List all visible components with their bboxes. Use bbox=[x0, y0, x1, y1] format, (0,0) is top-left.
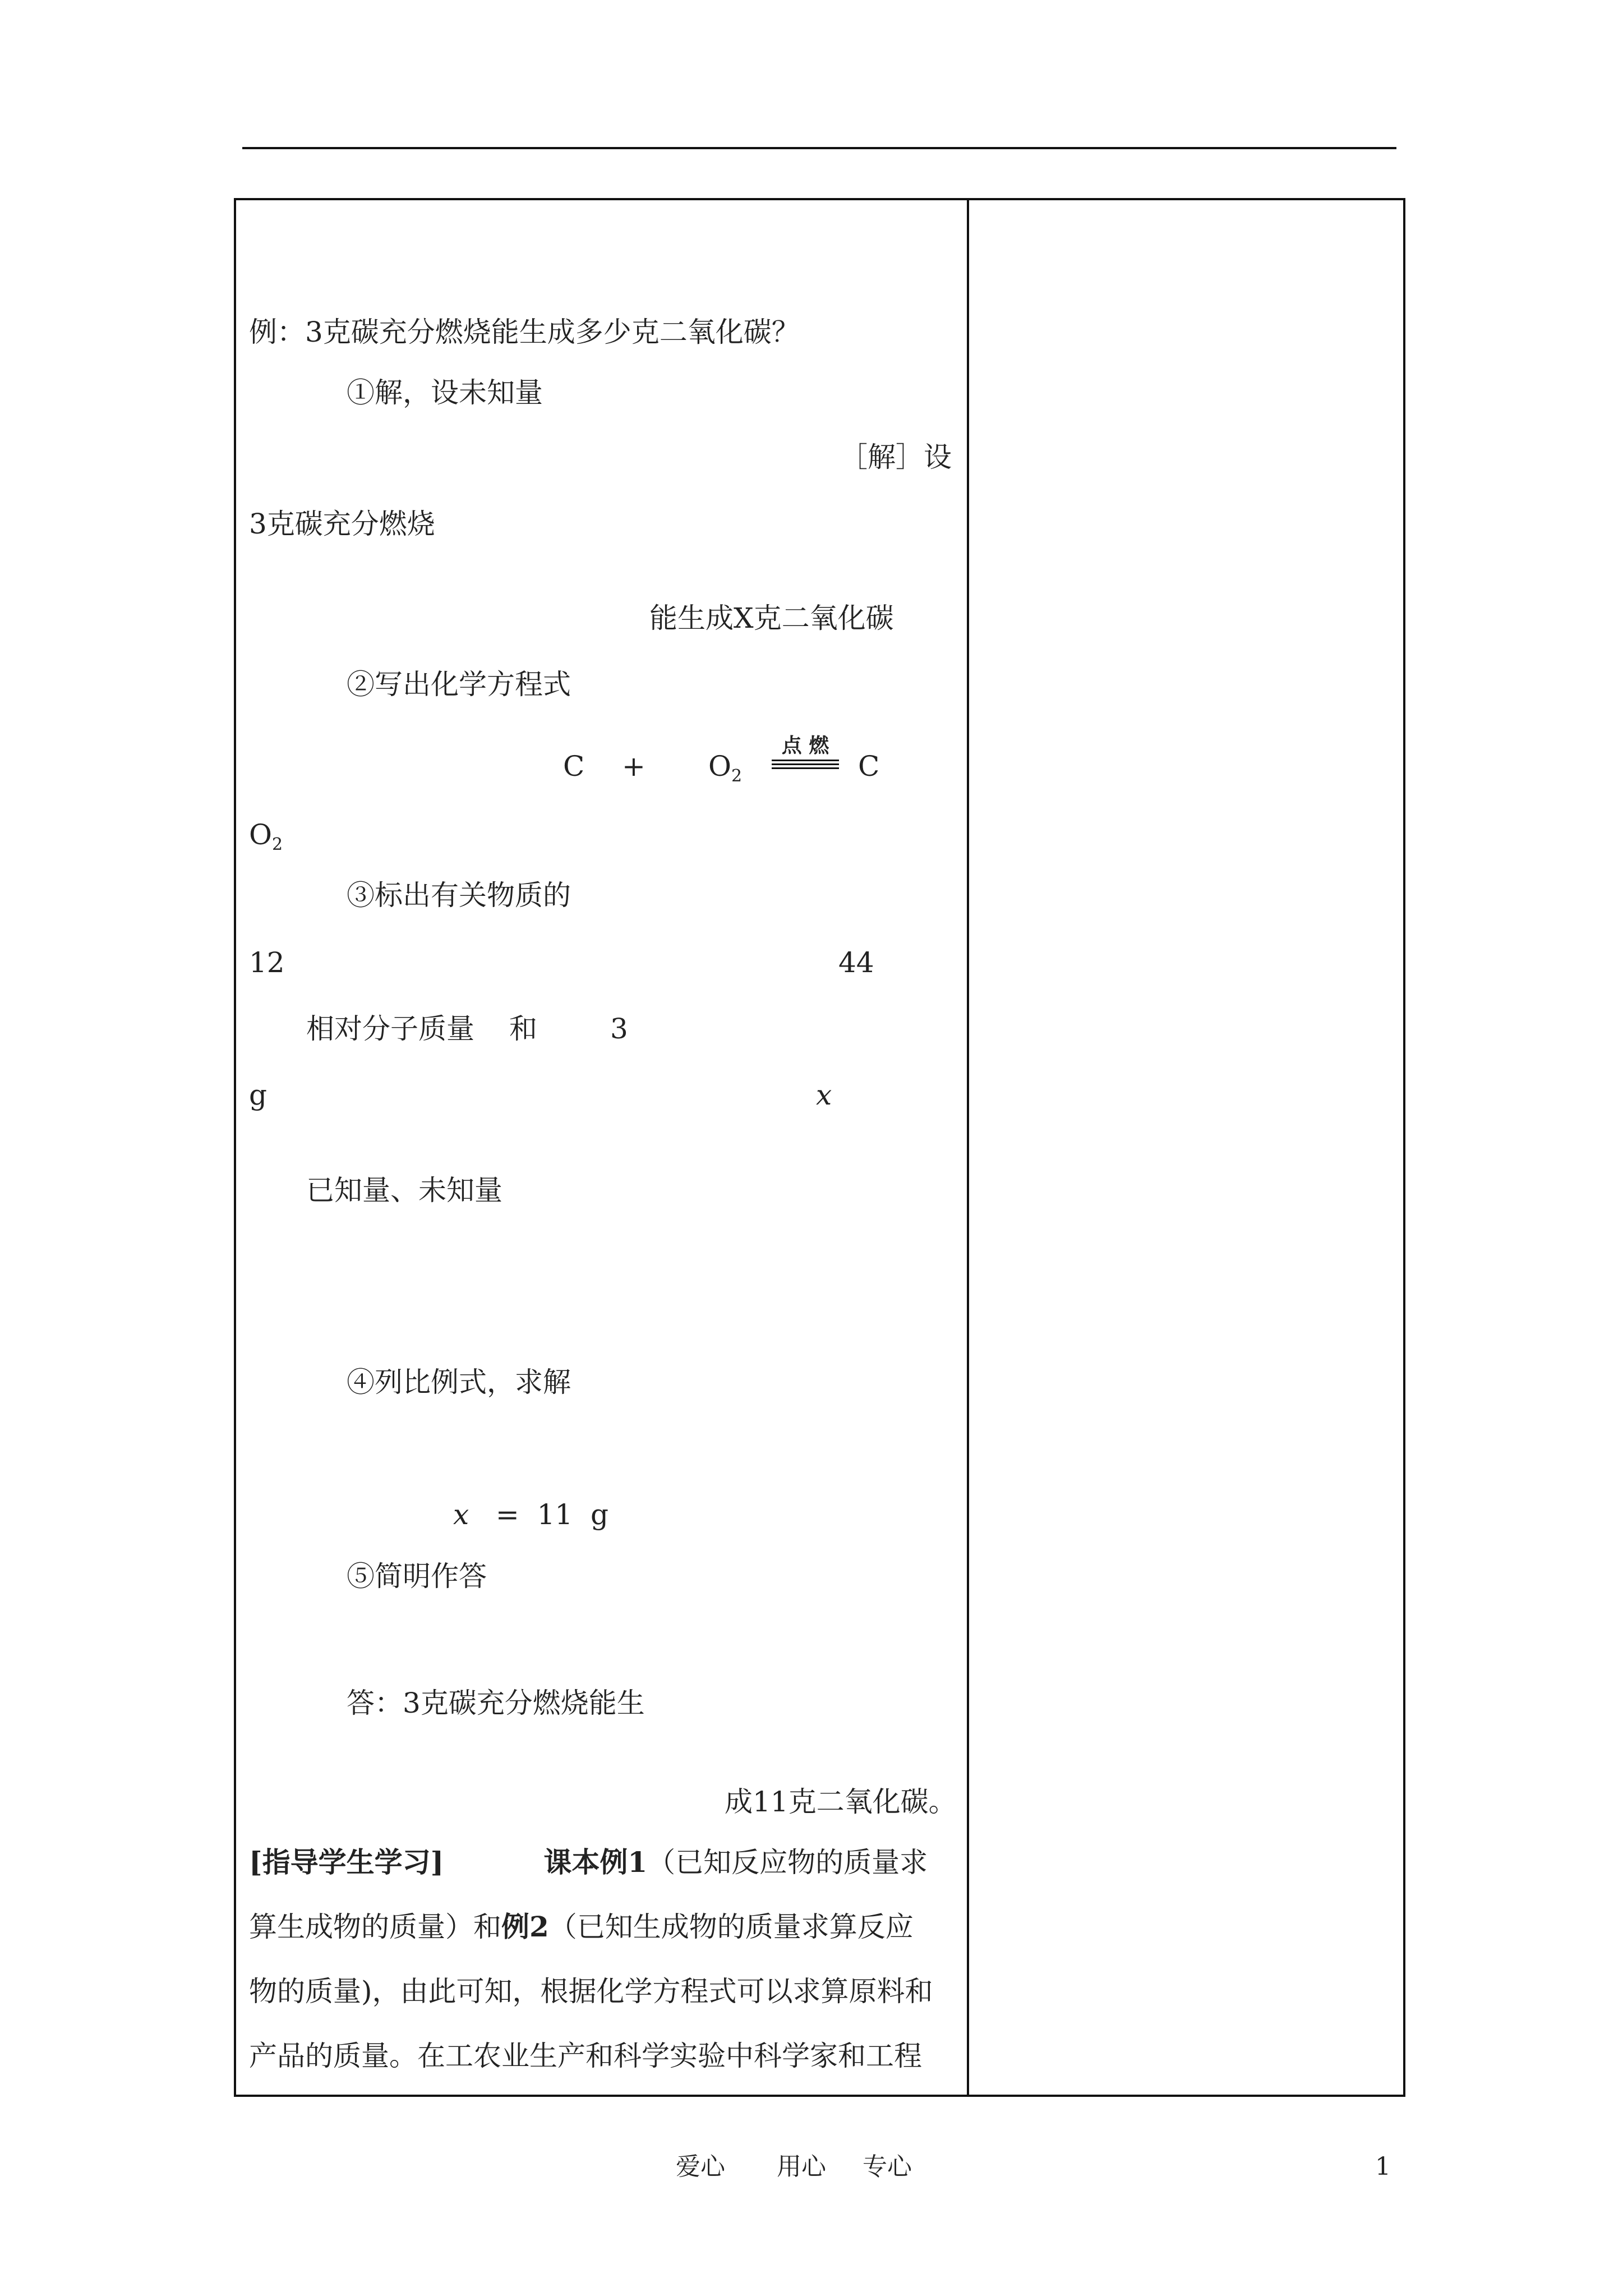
unknown-x: x bbox=[816, 1079, 832, 1111]
step-3: ③标出有关物质的 bbox=[347, 879, 571, 912]
step-5: ⑤简明作答 bbox=[347, 1560, 487, 1593]
condition-line bbox=[772, 763, 839, 765]
guidance-label: [指导学生学习] bbox=[249, 1846, 444, 1879]
guidance-line-2: 算生成物的质量）和例2（已知生成物的质量求算反应 bbox=[249, 1910, 914, 1943]
equation-product-o2: $O_2$ bbox=[249, 818, 283, 854]
answer-line-2: 成11克二氧化碳。 bbox=[725, 1786, 957, 1818]
condition-ignite-label: 点 燃 bbox=[781, 734, 829, 757]
step-2: ②写出化学方程式 bbox=[347, 668, 571, 701]
answer-line-1: 答：3克碳充分燃烧能生 bbox=[347, 1687, 645, 1719]
mass-carbon: 12 bbox=[249, 946, 285, 979]
condition-line bbox=[772, 767, 839, 769]
equation-product-c: C bbox=[858, 750, 880, 783]
guidance-line-1: [指导学生学习] 课本例1（已知反应物的质量求 bbox=[249, 1846, 928, 1879]
footer-motto-3: 专心 bbox=[863, 2152, 912, 2181]
solution-tag: ［解］设 bbox=[840, 441, 952, 473]
table-column-divider bbox=[967, 198, 969, 2097]
result-line: x = 11 g bbox=[453, 1498, 609, 1531]
textbook-example-1: 课本例1 bbox=[543, 1846, 648, 1879]
relative-mass-label: 相对分子质量 bbox=[306, 1013, 474, 1045]
equation-carbon: C bbox=[563, 750, 585, 783]
step-1: ①解，设未知量 bbox=[347, 376, 543, 409]
equation-oxygen: $O_2$ bbox=[708, 750, 743, 786]
footer-motto-2: 用心 bbox=[777, 2152, 826, 2181]
known-unknown-label: 已知量、未知量 bbox=[306, 1174, 502, 1207]
condition-line bbox=[772, 760, 839, 761]
and-label: 和 bbox=[509, 1013, 537, 1045]
header-rule bbox=[242, 147, 1396, 149]
known-mass-value: 3 bbox=[610, 1013, 628, 1045]
textbook-example-2: 例2 bbox=[501, 1910, 549, 1943]
page-number: 1 bbox=[1375, 2152, 1391, 2181]
footer-motto-1: 爱心 bbox=[676, 2152, 725, 2181]
known-mass-unit: g bbox=[249, 1079, 268, 1111]
mass-co2: 44 bbox=[838, 946, 874, 979]
equation-plus: + bbox=[622, 750, 645, 783]
guidance-line-4: 产品的质量。在工农业生产和科学实验中科学家和工程 bbox=[249, 2040, 922, 2072]
step-4: ④列比例式，求解 bbox=[347, 1366, 571, 1398]
let-statement-2: 能生成X克二氧化碳 bbox=[649, 602, 894, 634]
reaction-condition-sign bbox=[769, 735, 841, 769]
guidance-line-3: 物的质量)，由此可知，根据化学方程式可以求算原料和 bbox=[249, 1975, 933, 2008]
example-question: 例：3克碳充分燃烧能生成多少克二氧化碳？ bbox=[249, 316, 800, 348]
let-statement-1: 3克碳充分燃烧 bbox=[249, 508, 435, 540]
